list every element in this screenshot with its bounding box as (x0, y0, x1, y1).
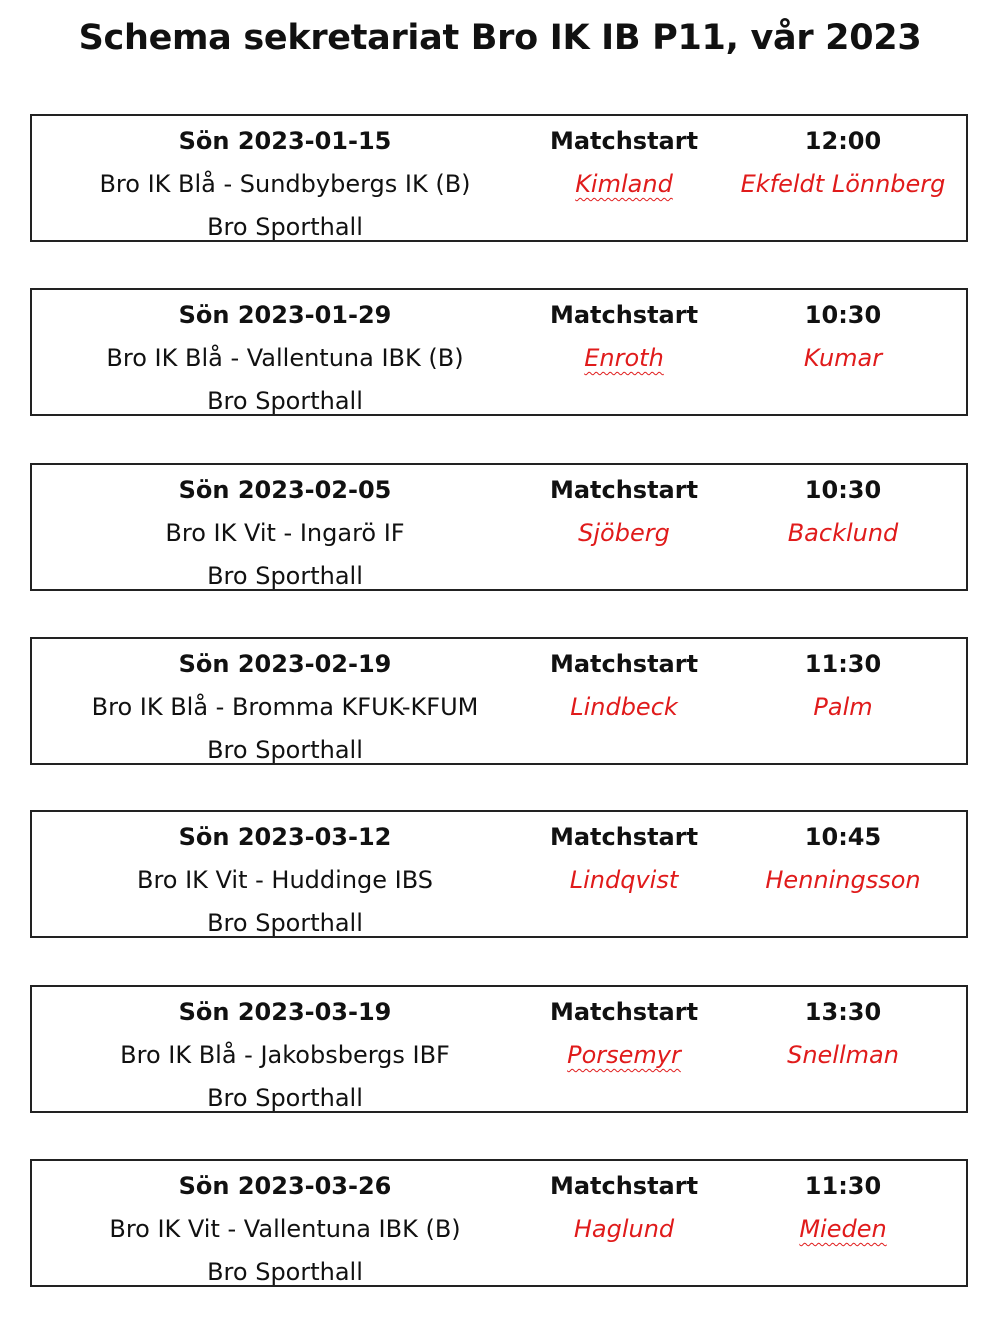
official-1 (567, 1040, 681, 1070)
match-date: Sön 2023-03-26 (178, 1172, 392, 1200)
match-box (30, 114, 968, 242)
official-2 (787, 1040, 899, 1070)
match-teams: Bro IK Vit - Huddinge IBS (136, 866, 434, 894)
match-teams: Bro IK Vit - Vallentuna IBK (B) (109, 1215, 461, 1243)
matchstart-label: Matchstart (549, 650, 699, 678)
matchstart-label: Matchstart (549, 476, 699, 504)
official-1 (574, 1214, 674, 1244)
match-date: Sön 2023-01-29 (178, 301, 392, 329)
official-1-name: Enroth (584, 344, 664, 372)
official-2 (765, 865, 920, 895)
matchstart-label: Matchstart (549, 301, 699, 329)
official-2-name: Kumar (803, 344, 883, 372)
official-1 (578, 518, 670, 548)
match-venue: Bro Sporthall (207, 736, 363, 764)
official-1-name: Lindqvist (569, 866, 679, 894)
match-teams: Bro IK Blå - Jakobsbergs IBF (120, 1041, 450, 1069)
official-2-name: Palm (813, 693, 873, 721)
match-box (30, 1159, 968, 1287)
match-time: 11:30 (804, 1172, 882, 1200)
match-date: Sön 2023-02-19 (178, 650, 392, 678)
matchstart-label: Matchstart (549, 823, 699, 851)
match-teams: Bro IK Vit - Ingarö IF (165, 519, 405, 547)
match-date: Sön 2023-03-12 (178, 823, 392, 851)
official-1-name: Porsemyr (567, 1041, 681, 1069)
official-2-name: Backlund (787, 519, 899, 547)
match-date: Sön 2023-03-19 (178, 998, 392, 1026)
match-teams: Bro IK Blå - Bromma KFUK-KFUM (91, 693, 479, 721)
match-venue: Bro Sporthall (207, 387, 363, 415)
match-venue: Bro Sporthall (207, 1258, 363, 1286)
official-2 (799, 1214, 886, 1244)
matchstart-label: Matchstart (549, 1172, 699, 1200)
match-box (30, 985, 968, 1113)
match-venue: Bro Sporthall (207, 213, 363, 241)
match-time: 12:00 (804, 127, 882, 155)
matchstart-label: Matchstart (549, 127, 699, 155)
match-venue: Bro Sporthall (207, 562, 363, 590)
match-teams: Bro IK Blå - Vallentuna IBK (B) (106, 344, 464, 372)
match-venue: Bro Sporthall (207, 909, 363, 937)
official-1 (570, 865, 679, 895)
official-2-name: Henningsson (765, 866, 921, 894)
official-2 (813, 692, 872, 722)
matchstart-label: Matchstart (549, 998, 699, 1026)
match-box (30, 463, 968, 591)
official-2-name: Mieden (799, 1215, 887, 1243)
official-2 (788, 518, 899, 548)
match-date: Sön 2023-02-05 (178, 476, 392, 504)
match-box (30, 810, 968, 938)
official-2-name: Ekfeldt Lönnberg (740, 170, 946, 198)
official-2-name: Snellman (787, 1041, 899, 1069)
official-1 (584, 343, 664, 373)
official-1-name: Lindbeck (570, 693, 678, 721)
match-time: 10:45 (804, 823, 882, 851)
match-time: 13:30 (804, 998, 882, 1026)
official-1 (575, 169, 673, 199)
match-venue: Bro Sporthall (207, 1084, 363, 1112)
match-time: 10:30 (804, 301, 882, 329)
official-1-name: Sjöberg (578, 519, 670, 547)
match-time: 11:30 (804, 650, 882, 678)
page-title: Schema sekretariat Bro IK IB P11, vår 2023 (78, 18, 922, 58)
match-box (30, 288, 968, 416)
official-2 (741, 169, 946, 199)
match-time: 10:30 (804, 476, 882, 504)
match-date: Sön 2023-01-15 (178, 127, 392, 155)
match-box (30, 637, 968, 765)
official-2 (804, 343, 882, 373)
official-1-name: Kimland (575, 170, 673, 198)
official-1-name: Haglund (573, 1215, 675, 1243)
match-teams: Bro IK Blå - Sundbybergs IK (B) (99, 170, 471, 198)
official-1 (570, 692, 678, 722)
